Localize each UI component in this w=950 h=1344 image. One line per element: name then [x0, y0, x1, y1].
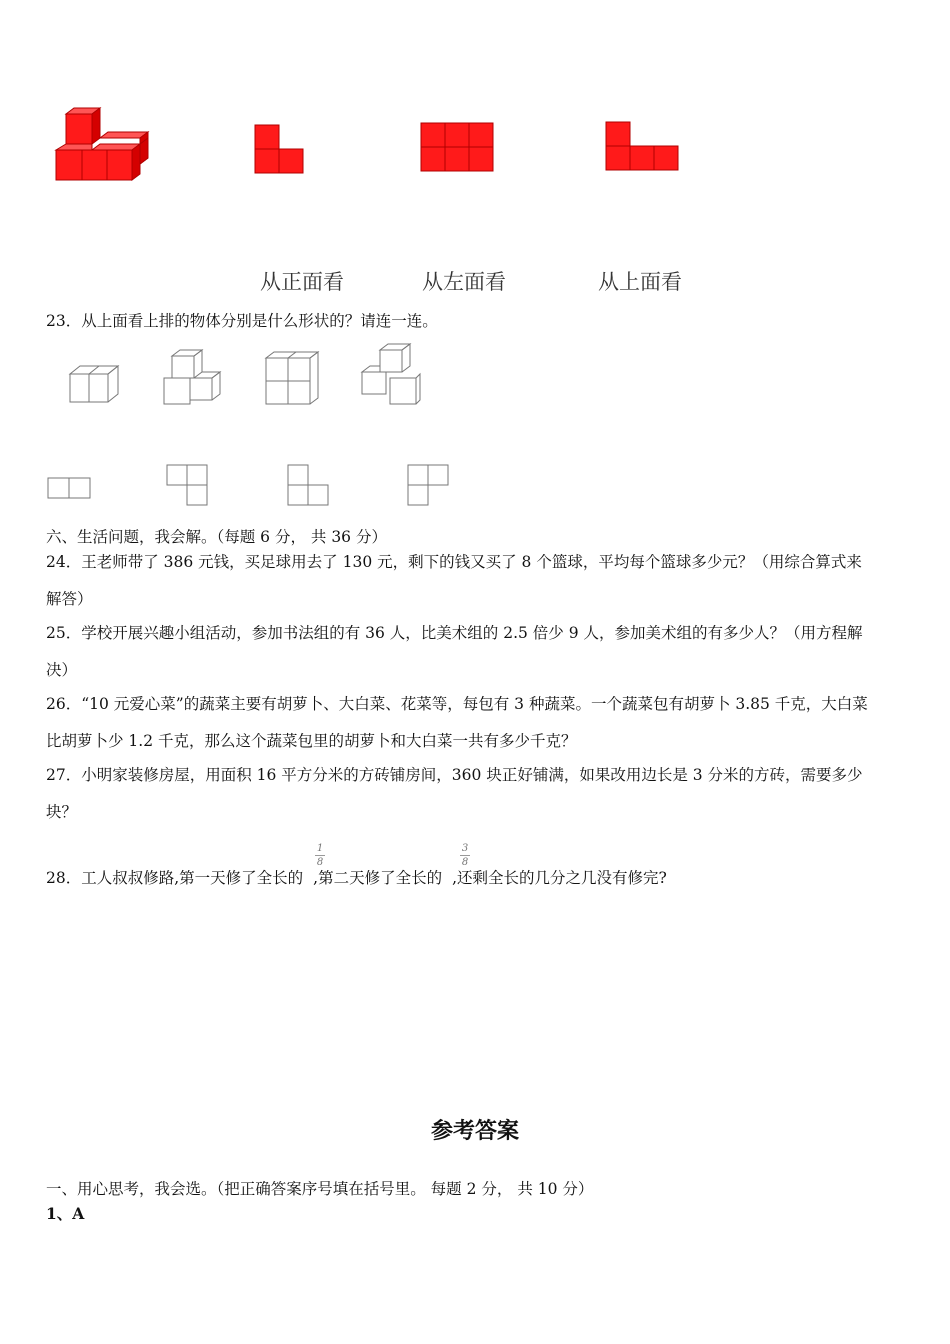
question-27-line-1: 27．小明家装修房屋，用面积 16 平方分米的方砖铺房间，360 块正好铺满，如果改用边长是 3 分米的方砖，需要多少	[46, 766, 863, 784]
fraction-1-numerator: 1	[316, 843, 324, 854]
question-25-line-1: 25．学校开展兴趣小组活动，参加书法组的有 36 人，比美术组的 2.5 倍少 9 人，参加美术组的有多少人？（用方程解	[46, 624, 863, 642]
question-24-line-1: 24．王老师带了 386 元钱，买足球用去了 130 元，剩下的钱又买了 8 个篮球，平均每个篮球多少元？（用综合算式来	[46, 553, 862, 571]
solid-4-outline	[358, 342, 428, 408]
question-23: 23．从上面看上排的物体分别是什么形状的？请连一连。	[46, 312, 438, 330]
question-28-part-1: 28．工人叔叔修路,第一天修了全长的	[46, 869, 304, 887]
answers-title: 参考答案	[430, 1119, 519, 1144]
question-28-part-2: ,第二天修了全长的	[313, 869, 443, 887]
solid-1-outline	[68, 362, 128, 407]
top-view-option-1	[47, 477, 93, 501]
question-24-line-2: 解答）	[46, 590, 93, 608]
top-view-option-2	[166, 464, 212, 510]
front-view-figure	[254, 124, 314, 184]
fraction-2-denominator: 8	[461, 857, 469, 868]
answer-1: 1、A	[46, 1204, 85, 1223]
question-26-line-1: 26．“10 元爱心菜”的蔬菜主要有胡萝卜、大白菜、花菜等，每包有 3 种蔬菜。一个蔬菜包有胡萝卜 3.85 千克，大白菜	[46, 695, 868, 713]
fraction-one-eighth	[315, 843, 325, 868]
left-view-figure	[420, 122, 500, 182]
fraction-1-denominator: 8	[316, 857, 324, 868]
solid-2-outline	[162, 348, 232, 410]
question-27-line-2: 块？	[46, 803, 78, 821]
answers-section-1: 一、用心思考，我会选。（把正确答案序号填在括号里。 每题 2 分， 共 10 分）	[46, 1180, 594, 1198]
caption-front-view: 从正面看	[260, 270, 344, 294]
top-view-option-4	[407, 464, 453, 510]
question-25-line-2: 决）	[46, 661, 78, 679]
top-view-figure	[605, 121, 685, 181]
caption-left-view: 从左面看	[422, 270, 506, 294]
fraction-2-numerator: 3	[461, 843, 469, 854]
caption-top-view: 从上面看	[598, 270, 682, 294]
question-26-line-2: 比胡萝卜少 1.2 千克，那么这个蔬菜包里的胡萝卜和大白菜一共有多少千克？	[46, 732, 577, 750]
question-28	[46, 868, 667, 888]
fraction-three-eighths	[460, 843, 470, 868]
section-6-heading: 六、生活问题，我会解。（每题 6 分， 共 36 分）	[46, 528, 387, 546]
solid-3-outline	[264, 350, 324, 410]
question-28-part-3: ,还剩全长的几分之几没有修完?	[452, 869, 667, 887]
top-view-option-3	[287, 464, 333, 510]
red-cube-solid-figure	[52, 108, 162, 188]
